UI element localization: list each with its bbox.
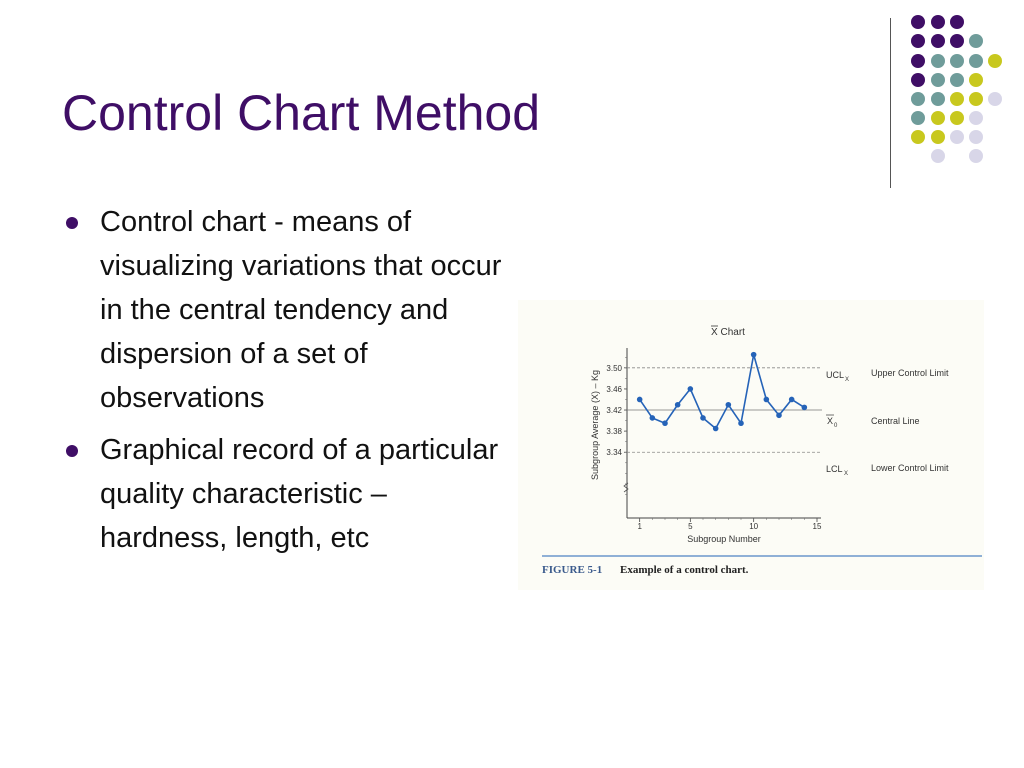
- data-point: [802, 405, 808, 411]
- slide-title: Control Chart Method: [62, 85, 541, 141]
- x-tick-label: 10: [749, 522, 759, 531]
- bullet-text: Graphical record of a particular quality characteristic – hardness, length, etc: [100, 434, 499, 554]
- data-point: [688, 386, 694, 392]
- figure-caption-rule: [542, 555, 982, 557]
- data-point: [662, 420, 668, 426]
- ucl-annotation: Upper Control Limit: [871, 368, 949, 378]
- ucl-label: UCL: [826, 370, 845, 380]
- x-tick-label: 15: [812, 522, 822, 531]
- center-sub-label: 0: [834, 423, 838, 429]
- data-point: [700, 415, 706, 421]
- data-point: [726, 402, 732, 408]
- y-tick-label: 3.42: [606, 406, 622, 416]
- y-tick-label: 3.46: [606, 384, 622, 394]
- center-label: X: [827, 416, 834, 426]
- x-axis-label: Subgroup Number: [687, 534, 761, 544]
- chart-title: X Chart: [711, 327, 745, 338]
- y-tick-label: 3.50: [606, 363, 622, 373]
- y-tick-label: 3.38: [606, 427, 622, 437]
- data-point: [776, 413, 782, 419]
- data-point: [751, 352, 757, 358]
- x-tick-label: 1: [637, 522, 642, 531]
- lcl-annotation: Lower Control Limit: [871, 463, 949, 473]
- data-point: [637, 397, 643, 403]
- data-point: [650, 415, 656, 421]
- lcl-sub-label: X: [844, 471, 849, 477]
- lcl-label: LCL: [826, 464, 843, 474]
- data-point: [675, 402, 681, 408]
- data-point: [713, 426, 719, 432]
- y-axis-label: Subgroup Average (X) – Kg: [590, 370, 600, 480]
- center-annotation: Central Line: [871, 416, 920, 426]
- data-point: [738, 420, 744, 426]
- figure-caption: Example of a control chart.: [620, 564, 749, 576]
- data-point: [789, 397, 795, 403]
- figure-label: FIGURE 5-1: [542, 564, 603, 576]
- ucl-sub-label: X: [845, 377, 850, 383]
- x-tick-label: 5: [688, 522, 693, 531]
- data-point: [764, 397, 770, 403]
- y-tick-label: 3.34: [606, 448, 622, 458]
- bullet-text: Control chart - means of visualizing variations that occur in the central tendency and dispersion of a set of observations: [100, 206, 502, 414]
